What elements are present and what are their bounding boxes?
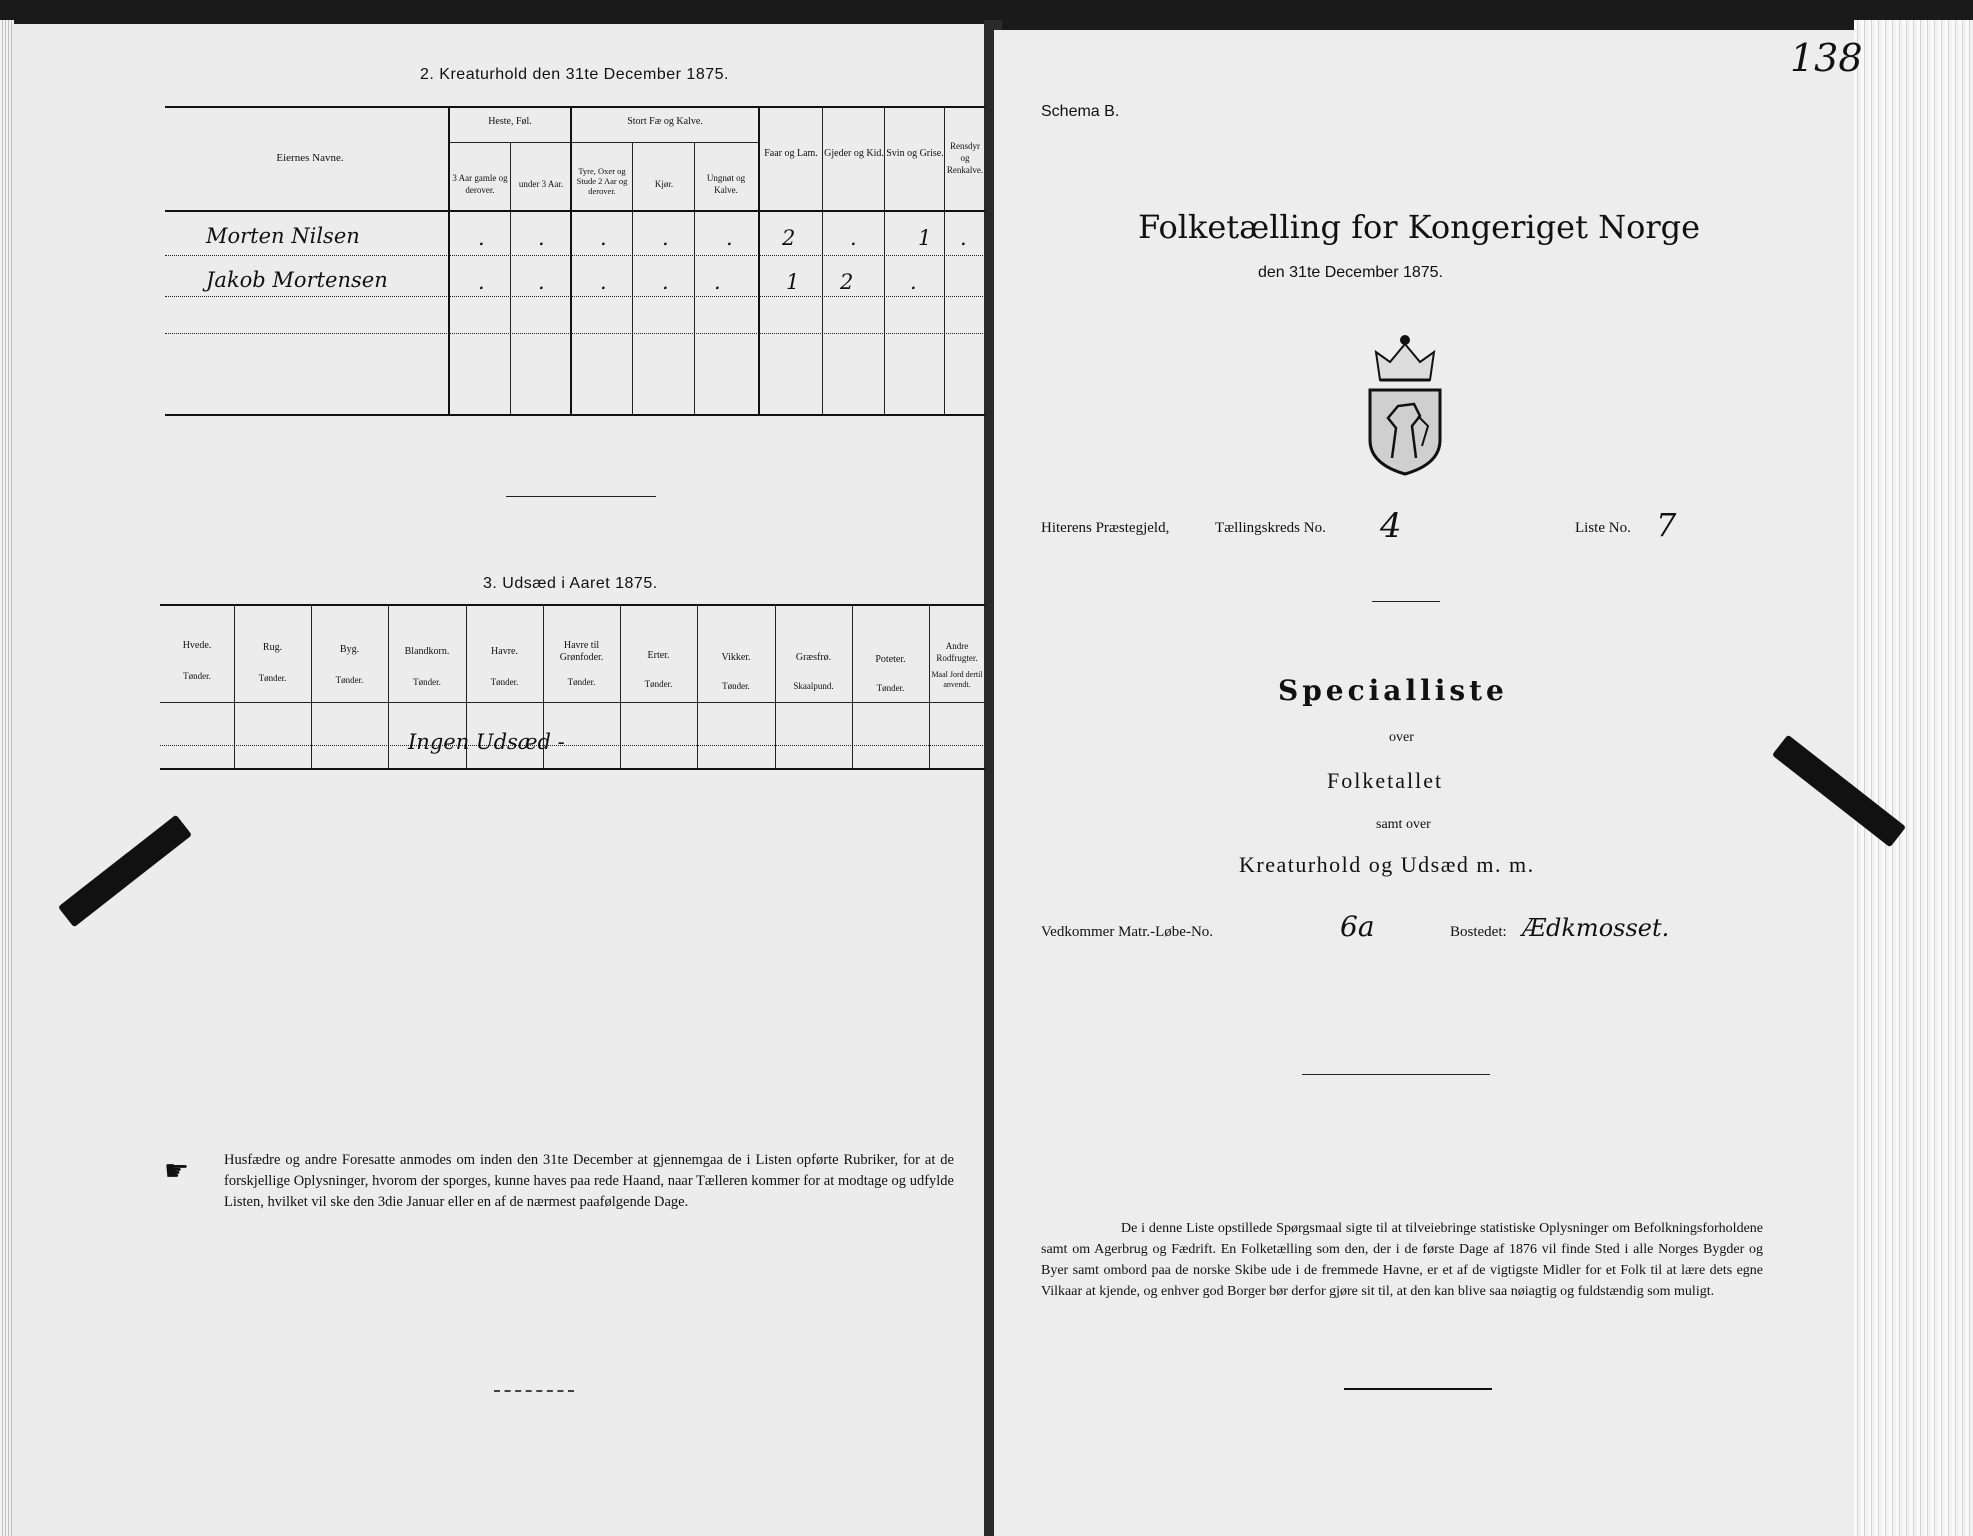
pointing-hand-icon: ☛ bbox=[164, 1156, 190, 1187]
table-divider bbox=[311, 604, 312, 768]
matr-label: Vedkommer Matr.-Løbe-No. bbox=[1041, 924, 1214, 940]
divider-rule bbox=[494, 1390, 574, 1392]
seed-entry: Ingen Udsæd - bbox=[408, 730, 565, 754]
table-rule bbox=[165, 210, 985, 212]
seed-col-name: Byg. bbox=[339, 644, 360, 655]
cell-value: . bbox=[726, 226, 733, 250]
special-title: Specialliste bbox=[1278, 674, 1508, 707]
table-divider bbox=[570, 106, 572, 414]
seed-col-unit: Tønder. bbox=[876, 683, 905, 693]
seed-col-name: Andre Rodfrugter. bbox=[936, 641, 978, 663]
table-rule bbox=[160, 768, 985, 770]
seed-col-name: Havre. bbox=[491, 646, 518, 657]
owner-name: Morten Nilsen bbox=[206, 224, 360, 248]
seed-col-unit: Skaalpund. bbox=[793, 681, 834, 691]
seed-col-name: Rug. bbox=[262, 642, 283, 653]
cell-value: 2 bbox=[840, 270, 854, 294]
seed-col-unit: Tønder. bbox=[335, 675, 364, 685]
seed-col-unit: Tønder. bbox=[413, 677, 441, 687]
col-header-cows: Kjør. bbox=[654, 179, 674, 189]
cell-value: 2 bbox=[782, 226, 796, 250]
cell-value: . bbox=[478, 270, 485, 294]
census-footer-text: De i denne Liste opstillede Spørgsmaal sigte til at tilveiebringe statistiske Oplysninger om Befolkningsforholdene samt om Agerbrug og Fædrift. En Folketælling som den, der i de første Dage af 1876 vil finde Sted i alle Norges Bygder og Byer samt ombord paa de norske Skibe ude i de fremmede Havne, er et af de vigtigste Midler for et Folk til at lære dets egne Vilkaar at kjende, og enhver god Borger bør derfor gjøre sit til, at den kan blive saa nøiagtig og fuldstændig som muligt. bbox=[1041, 1221, 1763, 1299]
samt-over-text: samt over bbox=[1376, 817, 1431, 832]
list-label: Liste No. bbox=[1575, 520, 1631, 536]
seed-col-name: Blandkorn. bbox=[404, 646, 450, 657]
cell-value: . bbox=[714, 270, 721, 294]
cell-value: 1 bbox=[918, 226, 932, 250]
census-subtitle: den 31te December 1875. bbox=[1258, 264, 1444, 281]
seed-col-unit: Tønder. bbox=[258, 673, 287, 683]
table-divider bbox=[234, 604, 235, 768]
seed-col-name: Græsfrø. bbox=[795, 652, 832, 663]
list-value: 7 bbox=[1656, 506, 1677, 544]
seed-col-name: Vikker. bbox=[721, 652, 751, 663]
col-header-reindeer: Rensdyr og Renkalve. bbox=[946, 141, 984, 175]
col-header-sheep: Faar og Lam. bbox=[764, 148, 818, 159]
group-header-cattle: Stort Fæ og Kalve. bbox=[627, 116, 703, 127]
owner-name: Jakob Mortensen bbox=[206, 268, 388, 292]
cell-value: . bbox=[960, 226, 967, 250]
table-rule bbox=[165, 333, 985, 334]
seed-col-unit: Tønder. bbox=[567, 677, 596, 687]
page-edges-right bbox=[1854, 20, 1973, 1536]
matr-value: 6a bbox=[1340, 910, 1375, 943]
col-header-horses-young: under 3 Aar. bbox=[518, 179, 564, 189]
page-number: 138 bbox=[1790, 36, 1863, 80]
col-header-horses-old: 3 Aar gamle og derover. bbox=[452, 173, 508, 195]
table-rule bbox=[160, 702, 985, 703]
cell-value: . bbox=[478, 226, 485, 250]
table-rule bbox=[165, 255, 985, 256]
seed-title: 3. Udsæd i Aaret 1875. bbox=[483, 575, 658, 592]
cell-value: . bbox=[600, 270, 607, 294]
cell-value: . bbox=[600, 226, 607, 250]
col-header-pigs: Svin og Grise. bbox=[886, 148, 944, 159]
cell-value: . bbox=[538, 226, 545, 250]
table-divider bbox=[944, 106, 945, 414]
table-divider bbox=[822, 106, 823, 414]
col-header-bulls: Tyre, Oxer og Stude 2 Aar og derover. bbox=[576, 166, 628, 196]
seed-col-name: Hvede. bbox=[182, 640, 212, 651]
district-value: 4 bbox=[1380, 506, 1402, 546]
kreaturhold-text: Kreaturhold og Udsæd m. m. bbox=[1239, 852, 1535, 877]
table-divider bbox=[510, 142, 511, 414]
seed-col-name: Erter. bbox=[647, 650, 670, 661]
table-divider bbox=[448, 106, 450, 414]
seed-col-unit: Tønder. bbox=[722, 681, 750, 691]
cell-value: . bbox=[662, 270, 669, 294]
table-divider bbox=[694, 142, 695, 414]
folketallet-text: Folketallet bbox=[1327, 768, 1444, 793]
table-divider bbox=[884, 106, 885, 414]
table-divider bbox=[632, 142, 633, 414]
divider-rule bbox=[1302, 1074, 1490, 1075]
group-header-horses: Heste, Føl. bbox=[488, 116, 532, 127]
cell-value: . bbox=[538, 270, 545, 294]
divider-rule bbox=[506, 496, 656, 497]
table-rule bbox=[448, 142, 758, 143]
col-header-owner: Eiernes Navne. bbox=[276, 152, 344, 164]
table-rule bbox=[160, 604, 985, 606]
col-header-young: Ungnøt og Kalve. bbox=[706, 173, 746, 195]
divider-rule bbox=[1372, 601, 1440, 602]
cell-value: 1 bbox=[786, 270, 800, 294]
seed-col-unit: Maal Jord dertil anvendt. bbox=[931, 670, 983, 689]
notice-text: Husfædre og andre Foresatte anmodes om inden den 31te December at gjennemgaa de i Listen opførte Rubriker, for at de forskjellige Oplysninger, hvorom der sporges, kunne haves paa rede Haand, naar Tælleren kommer for at modtage og udfylde Listen, hvilket vil ske den 3die Januar eller en af de nærmest paafølgende Dage. bbox=[224, 1152, 954, 1210]
left-page bbox=[12, 24, 985, 1536]
seed-col-unit: Tønder. bbox=[490, 677, 519, 687]
bosted-value: Ædkmosset. bbox=[1522, 914, 1670, 942]
schema-label: Schema B. bbox=[1041, 103, 1120, 120]
cell-value: . bbox=[662, 226, 669, 250]
seed-col-name: Poteter. bbox=[875, 654, 906, 665]
table-rule bbox=[160, 745, 985, 746]
table-rule bbox=[165, 414, 985, 416]
census-title: Folketælling for Kongeriget Norge bbox=[1138, 208, 1701, 246]
district-label: Tællingskreds No. bbox=[1215, 520, 1326, 536]
seed-col-unit: Tønder. bbox=[183, 671, 211, 681]
divider-rule bbox=[1344, 1388, 1492, 1390]
col-header-goats: Gjeder og Kid. bbox=[824, 148, 884, 159]
livestock-title: 2. Kreaturhold den 31te December 1875. bbox=[420, 66, 729, 83]
seed-col-unit: Tønder. bbox=[644, 679, 673, 689]
cell-value: . bbox=[910, 270, 917, 294]
table-rule bbox=[165, 296, 985, 297]
seed-col-name: Havre til Grønfoder. bbox=[559, 640, 604, 663]
parish-label: Hiterens Præstegjeld, bbox=[1041, 520, 1170, 536]
bosted-label: Bostedet: bbox=[1450, 924, 1507, 940]
norway-coat-of-arms-icon bbox=[1362, 330, 1448, 476]
cell-value: . bbox=[850, 226, 857, 250]
over-text: over bbox=[1389, 730, 1414, 745]
table-rule bbox=[165, 106, 985, 108]
